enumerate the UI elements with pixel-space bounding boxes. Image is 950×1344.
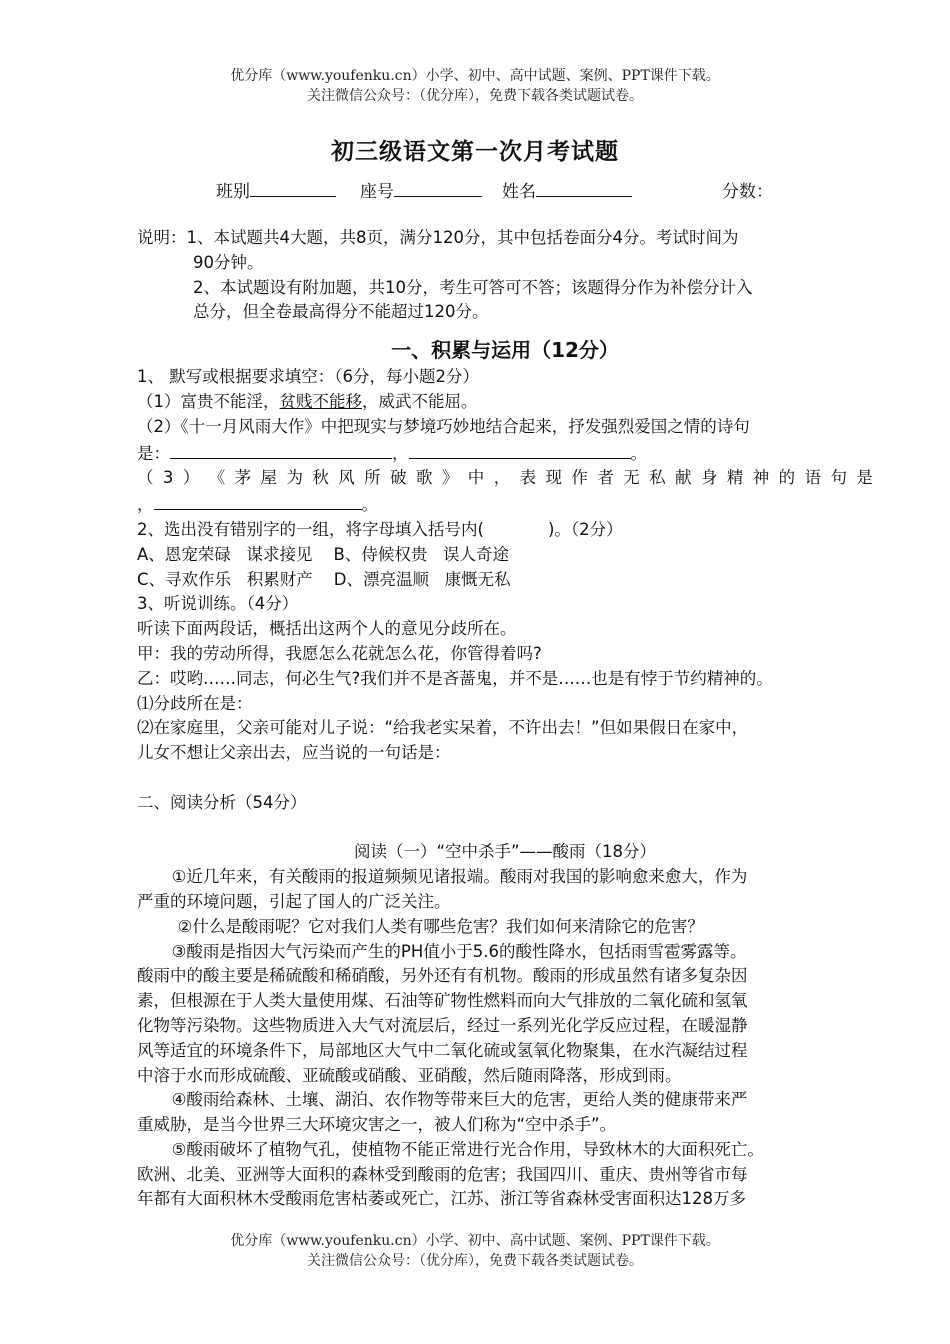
- page-title: 初三级语文第一次月考试题: [331, 139, 619, 165]
- footer-line-2: 关注微信公众号：（优分库），免费下载各类试题试卷。: [307, 1253, 643, 1269]
- para-5c: 年都有大面积林木受酸雨危害枯萎或死亡，江苏、浙江等省森林受害面积达128万多: [137, 1189, 746, 1209]
- section-1-title: 一、积累与运用（12分）: [391, 338, 619, 363]
- q1-1-suffix: ，威武不能屈。: [362, 391, 478, 411]
- q1-3-char: 句: [830, 468, 847, 488]
- question-1-3a: [137, 466, 873, 491]
- q1-3-char: 3: [162, 468, 174, 488]
- q1-3-char: 歌: [415, 468, 433, 488]
- note-2b: 总分，但全卷最高得分不能超过120分。: [193, 302, 489, 322]
- q1-3-char: 所: [364, 468, 381, 488]
- page-header: [0, 66, 950, 106]
- question-3-2a: ⑵在家庭里，父亲可能对儿子说：“给我老实呆着，不许出去！”但如果假日在家中，: [137, 718, 749, 738]
- question-3: 3、听说训练。（4分）: [137, 594, 299, 614]
- question-1-3b: [137, 491, 873, 518]
- q1-2-blank-1: [170, 440, 392, 459]
- q1-3-char: ，: [493, 468, 511, 488]
- section-2-title: 二、阅读分析（54分）: [137, 792, 307, 812]
- q1-3-char: 屋: [260, 468, 278, 488]
- q1-3-char: 语: [804, 468, 822, 488]
- q1-3-char: 身: [700, 468, 718, 488]
- q1-3-char: 是: [856, 468, 873, 488]
- para-3b: 酸雨中的酸主要是稀硫酸和稀硝酸，另外还有有机物。酸雨的形成虽然有诸多复杂因: [137, 966, 748, 986]
- reading-1-title: 阅读（一）“空中杀手”——酸雨（18分）: [353, 842, 657, 862]
- para-3a: ③酸雨是指因大气污染而产生的PH值小于5.6的酸性降水，包括雨雪雹雾露等。: [171, 941, 747, 961]
- para-1b: 严重的环境问题，引起了国人的广泛关注。: [137, 891, 451, 911]
- para-2: ②什么是酸雨呢？它对我们人类有哪些危害？我们如何来清除它的危害？: [177, 916, 704, 936]
- para-3f: 中溶于水而形成硫酸、亚硫酸或硝酸、亚硝酸，然后随雨降落，形成到雨。: [137, 1065, 682, 1085]
- q1-3-char: 风: [338, 468, 355, 488]
- question-2-options-cd: C、寻欢作乐 积累财产 D、漂亮温顺 康慨无私: [137, 569, 511, 589]
- q1-3-end: 。: [361, 495, 378, 515]
- q1-3-char: 无: [623, 468, 640, 488]
- q1-3-char: 破: [390, 468, 407, 488]
- seat-label: 座号: [360, 182, 394, 202]
- q1-3-char: ）: [182, 468, 200, 488]
- footer-line-1: 优分库（www.youfenku.cn）小学、初中、高中试题、案例、PPT课件下载。: [230, 1233, 720, 1249]
- q1-3-char: 精: [726, 468, 744, 488]
- class-field: [216, 177, 336, 202]
- seat-field: [360, 177, 482, 202]
- score-field: [722, 177, 773, 202]
- q1-3-char: 私: [649, 468, 666, 488]
- question-1-2a: （2）《十一月风雨大作》中把现实与梦境巧妙地结合起来，抒发强烈爱国之情的诗句: [137, 416, 750, 436]
- para-4a: ④酸雨给森林、土壤、湖泊、农作物等带来巨大的危害，更给人类的健康带来严: [171, 1090, 748, 1110]
- question-3-1: ⑴分歧所在是：: [137, 693, 253, 713]
- header-line-1: 优分库（www.youfenku.cn）小学、初中、高中试题、案例、PPT课件下载。: [230, 68, 720, 84]
- q1-3-char: 秋: [312, 468, 329, 488]
- class-blank: [250, 178, 336, 197]
- name-label: 姓名: [502, 182, 536, 202]
- q1-3-char: 现: [545, 468, 562, 488]
- question-3-jia: 甲：我的劳动所得，我愿怎么花就怎么花，你管得着吗?: [137, 643, 542, 663]
- name-blank: [536, 178, 632, 197]
- q1-3-char: 的: [778, 468, 796, 488]
- page-footer: [0, 1231, 950, 1271]
- note-2a: 2、本试题设有附加题，共10分，考生可答可不答；该题得分作为补偿分计入: [193, 277, 753, 297]
- question-3-2b: 儿女不想让父亲出去，应当说的一句话是：: [137, 743, 451, 763]
- question-2-options-ab: A、恩宠荣碌 谋求接见 B、侍候权贵 误人奇途: [137, 544, 510, 564]
- para-3e: 风等适宜的环境条件下，局部地区大气中二氧化硫或氢氧化物聚集，在水汽凝结过程: [137, 1040, 748, 1060]
- q1-3-blank: [154, 491, 362, 510]
- q1-3-char: 为: [286, 468, 303, 488]
- q1-3-char: 表: [519, 468, 537, 488]
- q1-3-char: 茅: [234, 468, 252, 488]
- question-3-intro: 听读下面两段话，概括出这两个人的意见分歧所在。: [137, 619, 517, 639]
- q1-1-prefix: （1）富贵不能淫，: [137, 391, 280, 411]
- q1-2-label: 是：: [137, 443, 170, 463]
- q1-3-label: ，: [137, 495, 154, 515]
- question-1: 1、 默写或根据要求填空：（6分，每小题2分）: [137, 367, 479, 387]
- note-1a: 说明：1、本试题共4大题，共8页，满分120分，其中包括卷面分4分。考试时间为: [137, 228, 739, 247]
- seat-blank: [394, 178, 482, 197]
- score-label: 分数：: [722, 182, 773, 202]
- q1-3-char: 》: [441, 468, 459, 488]
- name-field: [502, 177, 632, 202]
- para-3c: 素，但根源在于人类大量使用煤、石油等矿物性燃料而向大气排放的二氧化硫和氢氧: [137, 991, 748, 1011]
- para-4b: 重威胁，是当今世界三大环境灾害之一，被人们称为“空中杀手”。: [137, 1115, 617, 1135]
- q1-3-char: 献: [675, 468, 692, 488]
- para-5b: 欧洲、北美、亚洲等大面积的森林受到酸雨的危害；我国四川、重庆、贵州等省市每: [137, 1164, 748, 1184]
- para-5a: ⑤酸雨破坏了植物气孔，使植物不能正常进行光合作用，导致林木的大面积死亡。: [171, 1139, 764, 1159]
- class-label: 班别: [216, 182, 250, 202]
- exam-content: [137, 226, 873, 1212]
- q1-3-char: 神: [752, 468, 770, 488]
- q1-3-char: 《: [208, 468, 226, 488]
- question-1-1: [137, 390, 873, 415]
- q1-2-end: 。: [630, 443, 647, 463]
- question-3-yi: 乙：哎哟……同志，何必生气?我们并不是吝蔷鬼，并不是……也是有悖于节约精神的。: [137, 668, 773, 688]
- q2-suffix: )。（2分）: [547, 519, 623, 539]
- question-2: [137, 518, 873, 543]
- q1-3-char: 作: [571, 468, 588, 488]
- header-line-2: 关注微信公众号：（优分库），免费下载各类试题试卷。: [307, 88, 643, 104]
- para-3d: 化物等污染物。这些物质进入大气对流层后，经过一系列光化学反应过程，在暖湿静: [137, 1015, 748, 1035]
- question-1-2b: [137, 440, 873, 467]
- q1-3-char: 中: [467, 468, 485, 488]
- q1-2-sep: ，: [392, 443, 409, 463]
- note-1b: 90分钟。: [193, 252, 264, 272]
- q1-3-char: （: [137, 468, 154, 488]
- q1-2-blank-2: [409, 440, 631, 459]
- para-1a: ①近几年来，有关酸雨的报道频频见诸报端。酸雨对我国的影响愈来愈大，作为: [171, 867, 748, 887]
- q1-1-answer: 贫贱不能移: [279, 391, 362, 411]
- q2-prefix: 2、选出没有错别字的一组，将字母填入括号内(: [137, 519, 484, 539]
- q1-3-char: 者: [597, 468, 614, 488]
